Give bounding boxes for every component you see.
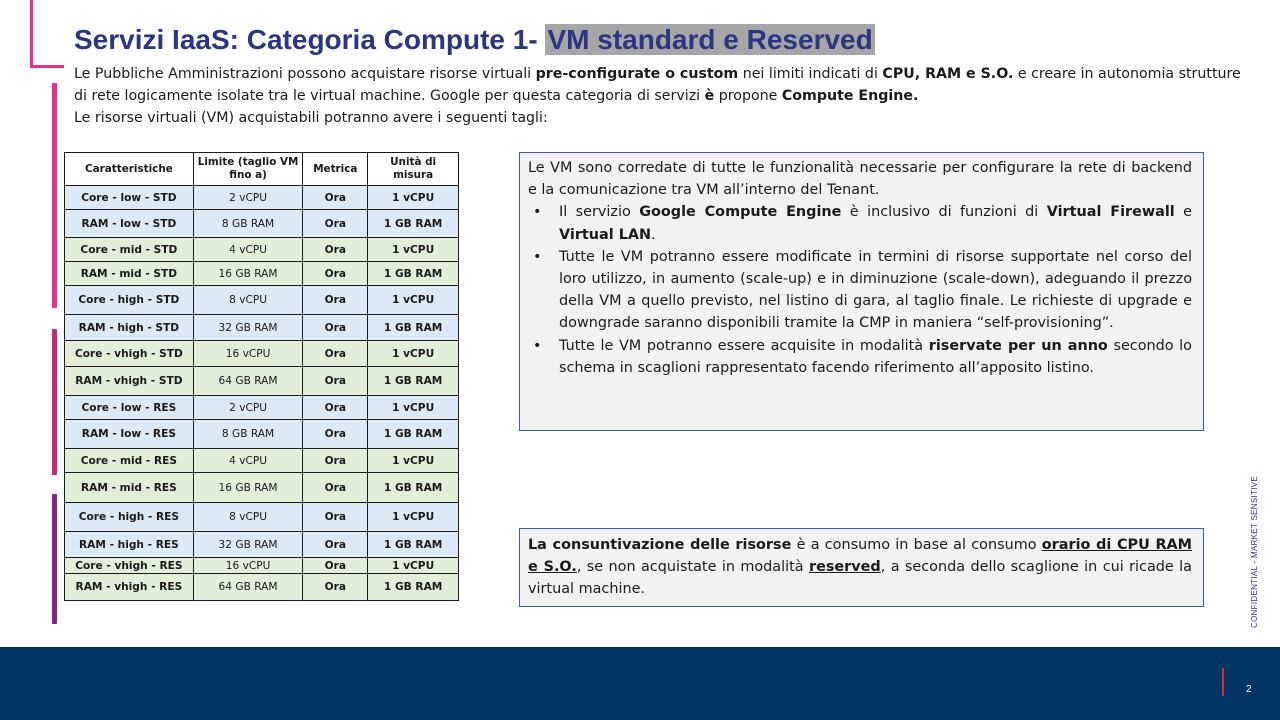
cell-metrica: Ora: [303, 315, 368, 341]
header-caratteristiche: Caratteristiche: [65, 153, 194, 186]
bullet-icon: •: [533, 337, 542, 354]
intro-text: [74, 63, 1280, 129]
list-item: [528, 201, 1192, 245]
intro-bold-run: è: [704, 88, 715, 104]
cell-metrica: Ora: [303, 210, 368, 238]
cell-caratteristica: Core - mid - STD: [65, 238, 194, 262]
table-row: [65, 367, 459, 396]
cell-caratteristica: Core - low - STD: [65, 186, 194, 210]
cell-limite: 8 vCPU: [193, 503, 303, 532]
cell-limite: 16 GB RAM: [193, 262, 303, 286]
text-run: Il servizio: [559, 204, 640, 221]
cell-metrica: Ora: [303, 473, 368, 503]
underlined-bold-run: orario di CPU RAM e S.O.: [528, 537, 1193, 576]
cell-limite: 4 vCPU: [193, 238, 303, 262]
table-row: [65, 262, 459, 286]
list-item: [528, 246, 1192, 335]
table-row: [65, 574, 459, 601]
consumption-text: [528, 534, 1192, 601]
cell-metrica: Ora: [303, 186, 368, 210]
side-bar-pink: [52, 83, 57, 308]
table-row: [65, 238, 459, 262]
cell-unita: 1 vCPU: [368, 503, 459, 532]
cell-caratteristica: Core - high - STD: [65, 286, 194, 315]
title-highlight: VM standard e Reserved: [547, 24, 873, 55]
cell-limite: 2 vCPU: [193, 186, 303, 210]
side-bar-purple: [52, 494, 57, 624]
text-run: e: [1174, 204, 1192, 221]
intro-text-run: propone: [714, 88, 782, 104]
text-run: secondo lo schema in scaglioni rappresentato facendo riferimento all’apposito listino.: [559, 337, 1192, 376]
table-row: [65, 558, 459, 574]
features-intro: Le VM sono corredate di tutte le funzionalità necessarie per configurare la rete di backend e la comunicazione tra VM all’interno del Tenant.: [528, 160, 1192, 199]
table-row: [65, 473, 459, 503]
table-row: [65, 186, 459, 210]
cell-caratteristica: Core - high - RES: [65, 503, 194, 532]
table-row: [65, 503, 459, 532]
cell-caratteristica: Core - low - RES: [65, 396, 194, 420]
cell-unita: 1 GB RAM: [368, 262, 459, 286]
cell-metrica: Ora: [303, 574, 368, 601]
page-number: 2: [1246, 684, 1252, 695]
cell-caratteristica: RAM - vhigh - STD: [65, 367, 194, 396]
bullet-icon: •: [533, 204, 542, 221]
intro-text-run: Le Pubbliche Amministrazioni possono acquistare risorse virtuali: [74, 66, 536, 82]
side-bar-magenta: [52, 329, 57, 475]
cell-unita: 1 vCPU: [368, 558, 459, 574]
table-row: [65, 420, 459, 449]
cell-unita: 1 GB RAM: [368, 315, 459, 341]
footer-bar: [0, 647, 1280, 720]
bold-run: Google Compute Engine: [639, 204, 842, 221]
table-row: [65, 315, 459, 341]
cell-unita: 1 vCPU: [368, 186, 459, 210]
consumption-box: [519, 528, 1204, 607]
cell-limite: 2 vCPU: [193, 396, 303, 420]
text-run: Tutte le VM potranno essere modificate in termini di risorse supportate nel corso del loro utilizzo, in aumento (scale-up) e in diminuzione (scale-down), adeguando il prezzo della VM a quello previsto, nel listino di gara, al taglio finale. Le richieste di upgrade e downgrade saranno disponibili tramite la CMP in maniera “self-provisioning”.: [559, 248, 1192, 332]
cell-unita: 1 vCPU: [368, 286, 459, 315]
list-item: [528, 335, 1192, 379]
cell-unita: 1 vCPU: [368, 396, 459, 420]
table-header-row: [65, 153, 459, 186]
cell-limite: 64 GB RAM: [193, 574, 303, 601]
cell-metrica: Ora: [303, 420, 368, 449]
cell-unita: 1 GB RAM: [368, 210, 459, 238]
bullet-icon: •: [533, 248, 542, 265]
text-run: è a consumo in base al consumo: [791, 537, 1042, 553]
cell-limite: 4 vCPU: [193, 449, 303, 473]
cell-metrica: Ora: [303, 286, 368, 315]
text-run: , se non acquistate in modalità: [576, 559, 809, 576]
corner-accent-horizontal: [30, 65, 64, 68]
cell-metrica: Ora: [303, 558, 368, 574]
cell-limite: 8 GB RAM: [193, 210, 303, 238]
table-row: [65, 532, 459, 558]
cell-caratteristica: Core - vhigh - STD: [65, 341, 194, 367]
text-run: , a seconda dello scaglione in cui ricade la virtual machine.: [528, 559, 1192, 598]
cell-caratteristica: Core - mid - RES: [65, 449, 194, 473]
cell-caratteristica: RAM - high - STD: [65, 315, 194, 341]
cell-unita: 1 vCPU: [368, 238, 459, 262]
intro-line-2: [74, 85, 1280, 107]
table-row: [65, 341, 459, 367]
cell-unita: 1 GB RAM: [368, 420, 459, 449]
text-run: è inclusivo di funzioni di: [841, 204, 1047, 221]
cell-unita: 1 GB RAM: [368, 367, 459, 396]
intro-text-run: di rete logicamente isolate tra le virtual machine. Google per questa categoria di servizi: [74, 88, 705, 104]
cell-metrica: Ora: [303, 449, 368, 473]
text-run: .: [651, 226, 656, 243]
text-run: Tutte le VM potranno essere acquisite in modalità: [559, 337, 929, 354]
cell-caratteristica: RAM - vhigh - RES: [65, 574, 194, 601]
cell-metrica: Ora: [303, 262, 368, 286]
corner-accent-vertical: [30, 0, 33, 68]
cell-unita: 1 GB RAM: [368, 473, 459, 503]
table-row: [65, 396, 459, 420]
intro-bold-run: Compute Engine.: [781, 88, 919, 104]
bold-run: Virtual Firewall: [1046, 204, 1175, 221]
cell-caratteristica: RAM - mid - RES: [65, 473, 194, 503]
vm-features-box: [519, 152, 1204, 431]
confidential-label: CONFIDENTIAL - MARKET SENSITIVE: [1250, 476, 1259, 628]
cell-limite: 32 GB RAM: [193, 532, 303, 558]
intro-text-run: nei limiti indicati di: [738, 66, 883, 82]
cell-caratteristica: RAM - high - RES: [65, 532, 194, 558]
bold-run: La consuntivazione delle risorse: [528, 537, 792, 553]
cell-metrica: Ora: [303, 396, 368, 420]
cell-metrica: Ora: [303, 341, 368, 367]
cell-limite: 8 vCPU: [193, 286, 303, 315]
header-unita: Unità di misura: [368, 153, 459, 186]
page-title: [74, 24, 875, 56]
cell-unita: 1 vCPU: [368, 341, 459, 367]
page-number-divider: [1222, 668, 1224, 696]
vm-sizes-table: [64, 152, 459, 601]
header-limite: Limite (taglio VM fino a): [193, 153, 303, 186]
bold-run: riservate per un anno: [928, 337, 1108, 354]
cell-limite: 16 vCPU: [193, 558, 303, 574]
underlined-bold-run: reserved: [808, 559, 881, 576]
features-list: [528, 201, 1192, 379]
cell-unita: 1 GB RAM: [368, 532, 459, 558]
bold-run: Virtual LAN: [559, 226, 652, 243]
cell-caratteristica: Core - vhigh - RES: [65, 558, 194, 574]
cell-metrica: Ora: [303, 503, 368, 532]
cell-metrica: Ora: [303, 532, 368, 558]
cell-metrica: Ora: [303, 238, 368, 262]
cell-caratteristica: RAM - low - STD: [65, 210, 194, 238]
header-metrica: Metrica: [303, 153, 368, 186]
intro-line-1: [74, 63, 1280, 85]
cell-limite: 32 GB RAM: [193, 315, 303, 341]
intro-text-run: e creare in autonomia strutture: [1013, 66, 1241, 82]
cell-unita: 1 GB RAM: [368, 574, 459, 601]
intro-bold-run: pre-configurate o custom: [535, 66, 739, 82]
cell-limite: 16 vCPU: [193, 341, 303, 367]
table-row: [65, 286, 459, 315]
cell-limite: 8 GB RAM: [193, 420, 303, 449]
cell-caratteristica: RAM - mid - STD: [65, 262, 194, 286]
cell-limite: 16 GB RAM: [193, 473, 303, 503]
cell-metrica: Ora: [303, 367, 368, 396]
title-prefix: Servizi IaaS: Categoria Compute 1-: [74, 24, 546, 55]
intro-bold-run: CPU, RAM e S.O.: [882, 66, 1014, 82]
intro-line-3: Le risorse virtuali (VM) acquistabili potranno avere i seguenti tagli:: [74, 110, 548, 126]
cell-unita: 1 vCPU: [368, 449, 459, 473]
table-row: [65, 210, 459, 238]
table-row: [65, 449, 459, 473]
cell-caratteristica: RAM - low - RES: [65, 420, 194, 449]
cell-limite: 64 GB RAM: [193, 367, 303, 396]
